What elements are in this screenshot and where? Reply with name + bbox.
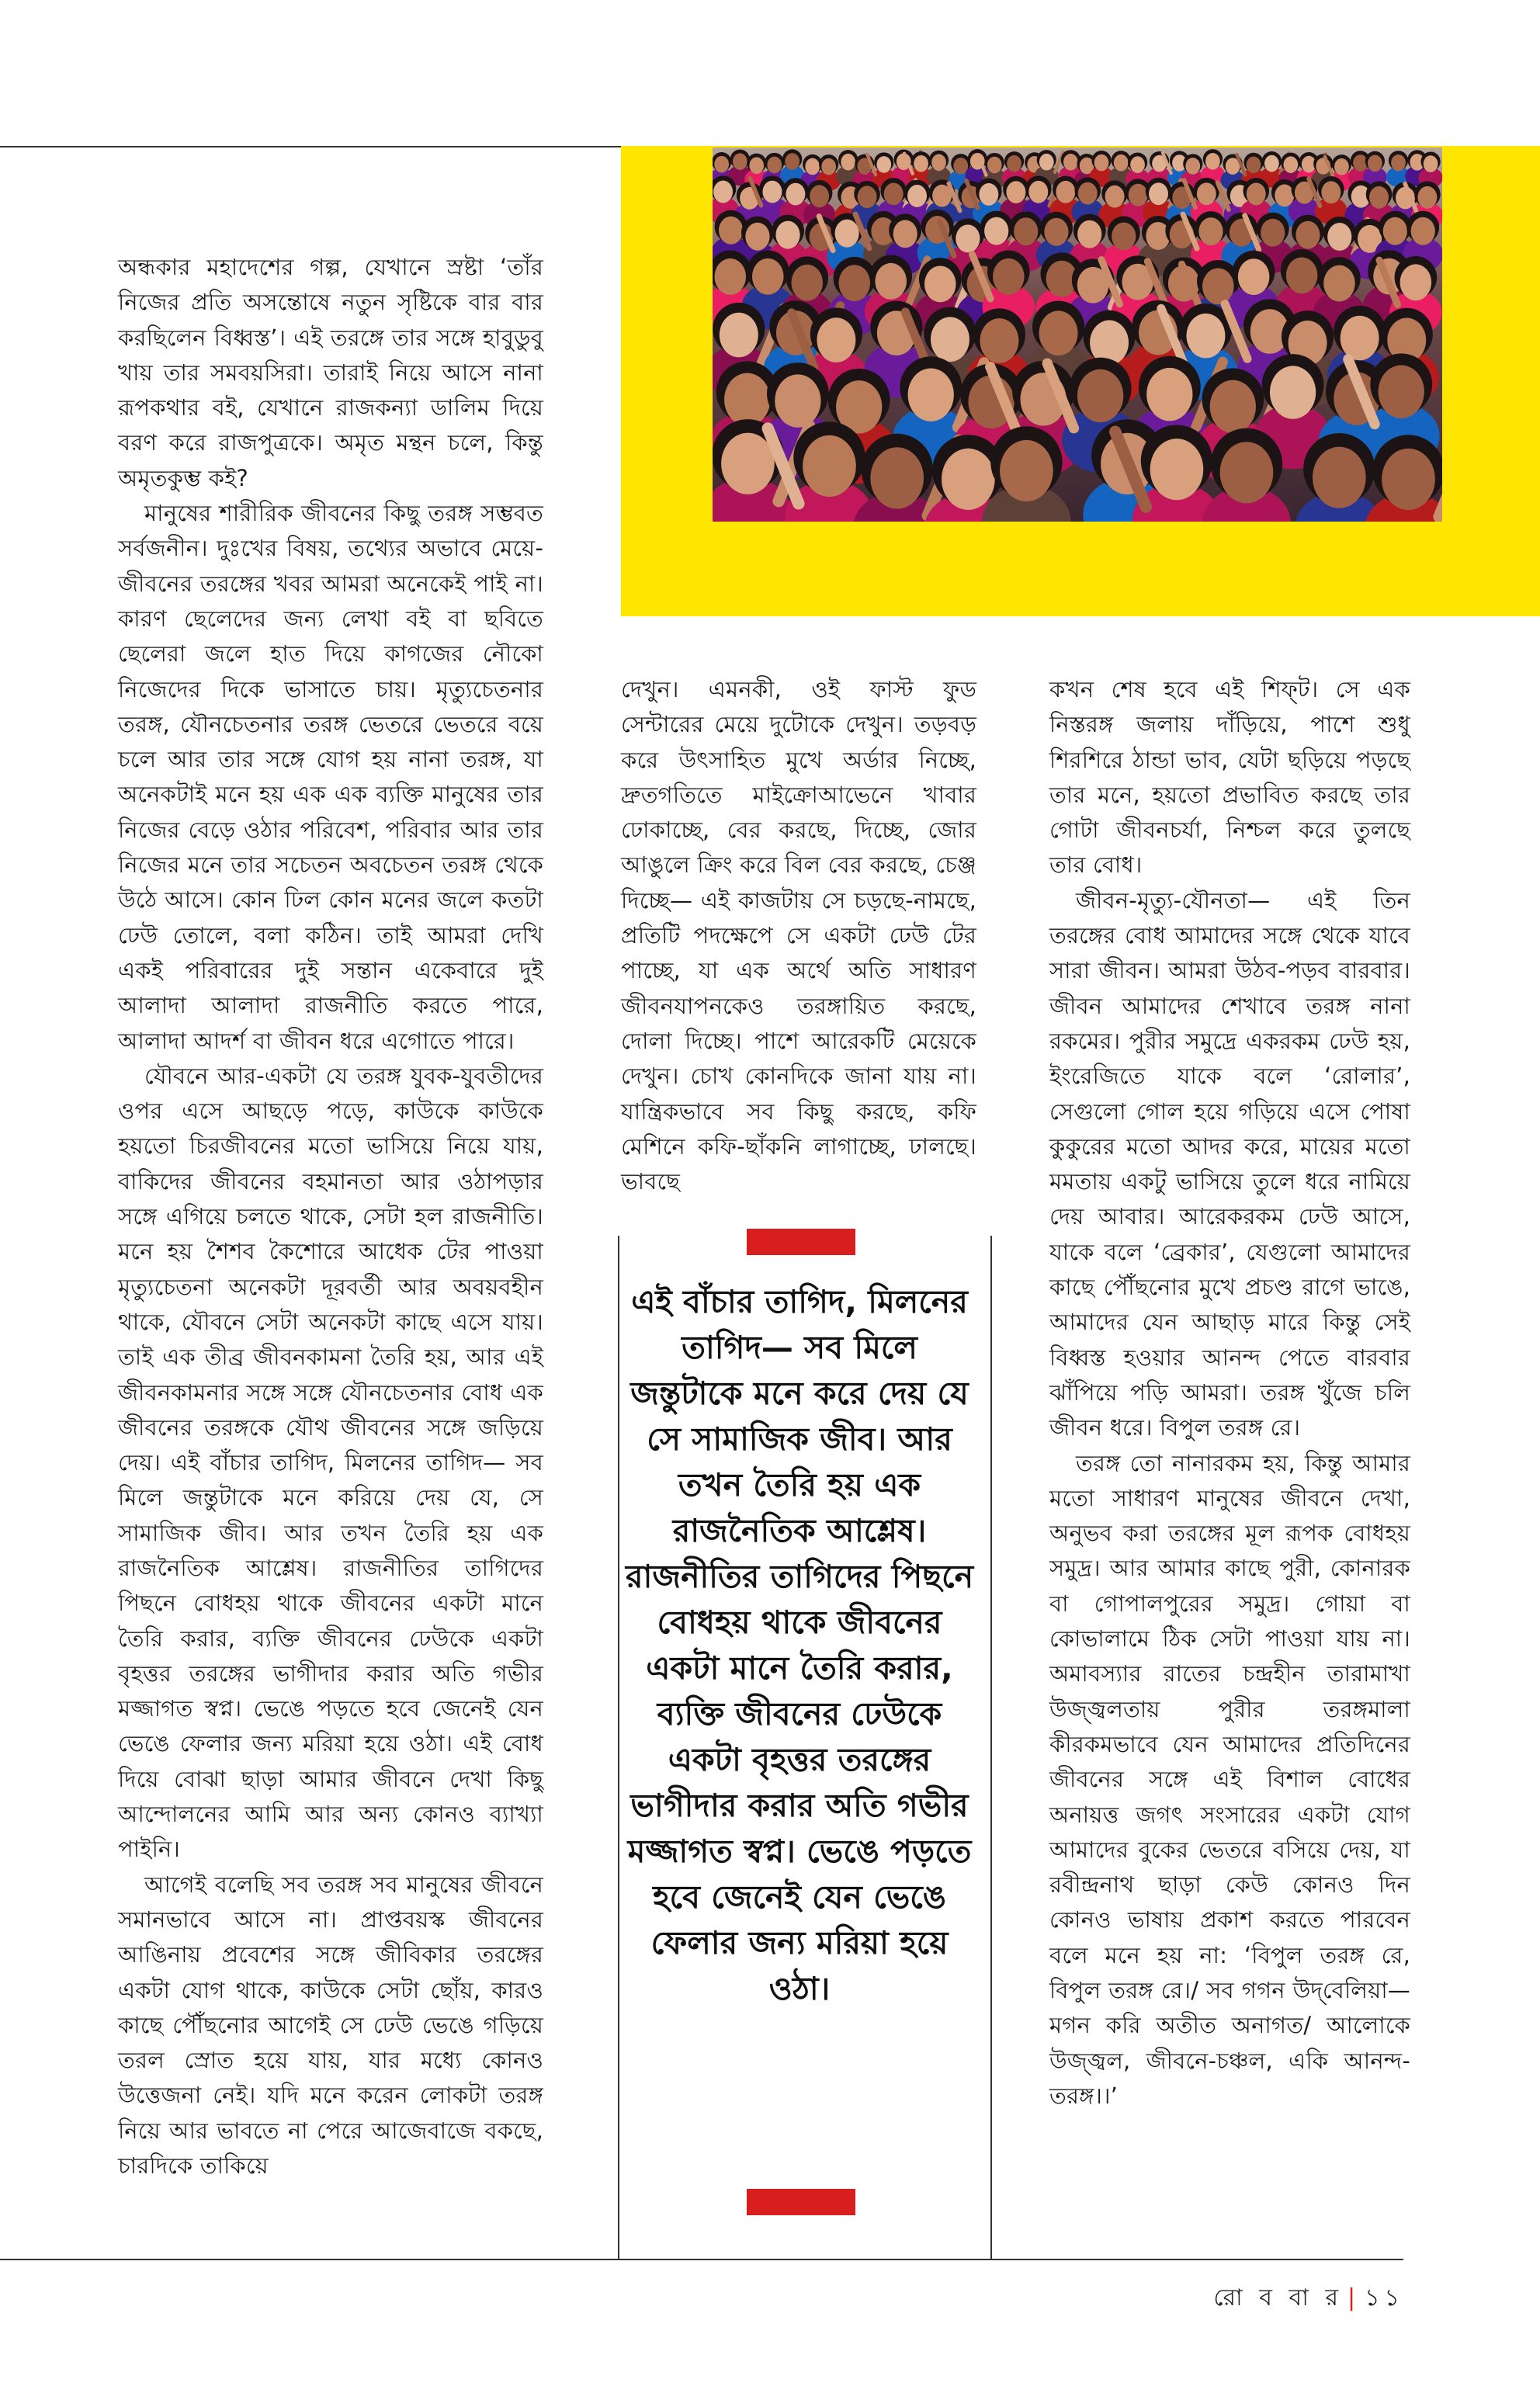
crowd-photo [713,147,1442,522]
crowd-person-face [1149,182,1168,205]
crowd-person-face [1283,156,1298,173]
crowd-person-face [1220,442,1274,503]
crowd-person-face [1261,219,1285,247]
crowd-person-face [1270,366,1316,418]
crowd-person-face [1247,183,1266,206]
crowd-person-face [1105,186,1125,208]
crowd-person-face [956,224,980,252]
crowd-person-face [979,183,998,206]
page-number: ১১ [1365,2284,1404,2311]
crowd-person-face [1417,186,1437,209]
crowd-person-face [1383,217,1407,245]
article-column-2 [621,672,976,1199]
crowd-person-face [1150,439,1204,500]
article-paragraph: দেখুন। এমনকী, ওই ফাস্ট ফুড সেন্টারের মেয়ে দুটোকে দেখুন। তড়বড় করে উৎসাহিত মুখে অর্ডার নিচ্ছে, দ্রুতগতিতে মাইক্রোআভেনে খাবার ঢোকাচ্ছে, বের করছে, দিচ্ছে, জোর আঙুলে ক্রিং করে বিল বের করছে, চেঞ্জ দিচ্ছে— এই কাজটায় সে চড়ছে-নামছে, প্রতিটি পদক্ষেপে সে একটা ঢেউ টের পাচ্ছে, যা এক অর্থে অতি সাধারণ জীবনযাপনকেও তরঙ্গায়িত করছে, দোলা দিচ্ছে। পাশে আরেকটি মেয়েকে দেখুন। চোখ কোনদিকে জানা যায় না। যান্ত্রিকভাবে সব কিছু করছে, কফি মেশিনে কফি-ছাঁকনি লাগাচ্ছে, ঢালছে। ভাবছে [621,676,976,1195]
crowd-person-face [805,158,820,175]
crowd-person-face [1007,155,1021,172]
crowd-person-face [721,433,775,494]
crowd-person-face [1411,217,1435,245]
crowd-person-face [1327,223,1351,251]
crowd-person-face [1146,368,1192,421]
crowd-person-face [1400,264,1432,300]
crowd-person-face [1028,181,1048,203]
crowd-photo-image [713,147,1442,522]
pull-quote: এই বাঁচার তাগিদ, মিলনের তাগিদ— সব মিলে জন্তুটাকে মনে করে দেয় যে সে সামাজিক জীব। আর তখন তৈরি হয় এক রাজনৈতিক আশ্লেষ। রাজনীতির তাগিদের পিছনে বোধহয় থাকে জীবনের একটা মানে তৈরি করার, ব্যক্তি জীবনের ঢেউকে একটা বৃহত্তর তরঙ্গের ভাগীদার করার অতি গভীর মজ্জাগত স্বপ্ন। ভেঙে পড়তে হবে জেনেই যেন ভেঙে ফেলার জন্য মরিয়া হয়ে ওঠা। [625,1283,974,2007]
article-paragraph: তরঙ্গ তো নানারকম হয়, কিন্তু আমার মতো সাধারণ মানুষের জীবনে দেখা, অনুভব করা তরঙ্গের মূল রূপক বোধহয় সমুদ্র। আর আমার কাছে পুরী, কোনারক বা গোপালপুরের সমুদ্র। গোয়া বা কোভালামে ঠিক সেটা পাওয়া যায় না। অমাবস্যার রাতের চন্দ্রহীন তারামাখা উজ্জ্বলতায় পুরীর তরঙ্গমালা কীরকমভাবে যেন আমাদের প্রতিদিনের জীবনের সঙ্গে এই বিশাল বোধের অনায়ত্ত জগৎ সংসারের একটা যোগ আমাদের বুকের ভেতরে বসিয়ে দেয়, যা রবীন্দ্রনাথ ছাড়া কেউ কোনও দিন কোনও ভাষায় প্রকাশ করতে পারবেন বলে মনে হয় না: ‘বিপুল তরঙ্গ রে, বিপুল তরঙ্গ রে।/ সব গগন উদ্‌বেলিয়া— মগন করি অতীত অনাগত/ আলোকে উজ্জ্বল, জীবনে-চঞ্চল, একি আনন্দ-তরঙ্গ।।’ [1049,1449,1410,2109]
crowd-person-face [1077,220,1101,248]
crowd-person-face [791,265,823,301]
article-paragraph: অন্ধকার মহাদেশের গল্প, যেখানে স্রষ্টা ‘তাঁর নিজের প্রতি অসন্তোষে নতুন সৃষ্টিকে বার বার করছিলেন বিধ্বস্ত’। এই তরঙ্গে তার সঙ্গে হাবুডুবু খায় তার সমবয়সিরা। তারাই নিয়ে আসে নানা রূপকথার বই, যেখানে রাজকন্যা ডালিম দিয়ে বরণ করে রাজপুত্রকে। অমৃত মন্থন চলে, কিন্তু অমৃতকুম্ভ কই? [118,254,543,491]
crowd-person-face [1114,154,1129,172]
pull-quote-top-bar [747,1229,855,1255]
magazine-name: রো ব বা র [1213,2284,1343,2311]
crowd-person-face [1369,186,1389,209]
crowd-person-face [1039,310,1078,355]
crowd-person-face [745,223,769,251]
article-column-3 [1049,672,1410,2114]
crowd-person-face [980,318,1018,363]
crowd-person-face [1275,184,1294,206]
crowd-person-face [713,181,733,203]
crowd-person-face [931,154,946,172]
crowd-person-face [724,373,770,426]
crowd-person-face [714,258,746,295]
crowd-person-face [719,217,743,245]
crowd-person-face [924,266,956,303]
crowd-person-face [1094,154,1109,172]
crowd-person-face [1044,218,1068,246]
crowd-person-face [839,265,871,301]
crowd-person-face [1210,380,1256,433]
article-paragraph: জীবন-মৃত্যু-যৌনতা— এই তিন তরঙ্গের বোধ আমাদের সঙ্গে থেকে যাবে সারা জীবন। আমরা উঠব-পড়ব বারবার। জীবন আমাদের শেখাবে তরঙ্গ নানা রকমের। পুরীর সমুদ্রে একরকম ঢেউ হয়, ইংরেজিতে যাকে বলে ‘রোলার’, সেগুলো গোল হয়ে গড়িয়ে এসে পোষা কুকুরের মতো আদর করে, মায়ের মতো মমতায় একটু ভাসিয়ে তুলে ধরে নামিয়ে দেয় আবার। আরেকরকম ঢেউ আসে, যাকে বলে ‘ব্রেকার’, যেগুলো আমাদের কাছে পৌঁছনোর মুখে প্রচণ্ড রাগে ভাঙে, আমাদের যেন আছাড় মারে কিন্তু সেই বিধ্বস্ত হওয়ার আনন্দ পেতে বারবার ঝাঁপিয়ে পড়ি আমরা। তরঙ্গ খুঁজে চলি জীবন ধরে। বিপুল তরঙ্গ রে। [1049,886,1410,1441]
crowd-person-face [803,435,856,497]
crowd-person-face [1334,158,1349,175]
footer-separator: | [1347,2284,1361,2311]
crowd-person-face [1112,222,1136,250]
crowd-person-face [987,157,1002,174]
crowd-person-face [720,313,758,358]
crowd-person-face [762,181,782,203]
crowd-person-face [993,258,1025,295]
crowd-person-face [1000,440,1053,501]
crowd-person-face [810,185,829,207]
article-paragraph: আগেই বলেছি সব তরঙ্গ সব মানুষের জীবনে সমানভাবে আসে না। প্রাপ্তবয়স্ক জীবনের আঙিনায় প্রবেশের সঙ্গে জীবিকার তরঙ্গের একটা যোগ থাকে, কাউকে সেটা ছোঁয়, কারও কাছে পৌঁছনোর আগেই সে ঢেউ ভেঙে গড়িয়ে তরল স্রোত হয়ে যায়, যার মধ্যে কোনও উত্তেজনা নেই। যদি মনে করেন লোকটা তরঙ্গ নিয়ে আর ভাবতে না পেরে আজেবাজে বকছে, চারদিকে তাকিয়ে [118,1871,543,2180]
crowd-person-face [785,153,799,170]
crowd-person-face [786,183,805,206]
crowd-person-face [1382,449,1435,510]
crowd-person-face [953,158,968,175]
crowd-person-face [1186,314,1225,359]
crowd-person-face [876,156,891,173]
crowd-person-face [942,449,995,510]
crowd-person-face [1247,157,1261,174]
crowd-person-face [1368,155,1382,172]
crowd-person-face [841,154,855,171]
article-paragraph: মানুষের শারীরিক জীবনের কিছু তরঙ্গ সম্ভবত সর্বজনীন। দুঃখের বিষয়, তথ্যের অভাবে মেয়ে-জীবনের তরঙ্গের খবর আমরা অনেকেই পাই না। কারণ ছেলেদের জন্য লেখা বই বা ছবিতে ছেলেরা জলে হাত দিয়ে কাগজের নৌকো নিজেদের দিকে ভাসাতে চায়। মৃত্যুচেতনার তরঙ্গ, যৌনচেতনার তরঙ্গ ভেতরে ভেতরে বয়ে চলে আর তার সঙ্গে যোগ হয় নানা তরঙ্গ, যা অনেকটাই মনে হয় এক এক ব্যক্তি মানুষের তার নিজের বেড়ে ওঠার পরিবেশ, পরিবার আর তার নিজের মনে তার সচেতন অবচেতন তরঙ্গ থেকে উঠে আসে। কোন ঢিল কোন মনের জলে কতটা ঢেউ তোলে, বলা কঠিন। তাই আমরা দেখি একই পরিবারের দুই সন্তান একেবারে দুই আলাদা আলাদা রাজনীতি করতে পারে, আলাদা আদর্শ বা জীবন ধরে এগোতে পারে। [118,500,543,1054]
crowd-person-face [1130,156,1145,173]
crowd-person-face [1205,153,1220,170]
crowd-person-face [914,155,928,172]
crowd-person-face [835,220,859,248]
crowd-person-face [870,447,924,508]
crowd-person-face [733,153,747,170]
crowd-person-face [1039,154,1054,171]
crowd-person-face [775,221,799,249]
crowd-person-face [1379,366,1424,418]
crowd-person-face [1063,154,1078,171]
article-paragraph: যৌবনে আর-একটা যে তরঙ্গ যুবক-যুবতীদের ওপর এসে আছড়ে পড়ে, কাউকে কাউকে হয়তো চিরজীবনের মতো ভাসিয়ে নিয়ে যায়, বাকিদের জীবনের বহমানতা আর ওঠাপড়ার সঙ্গে এগিয়ে চলতে থাকে, সেটা হল রাজনীতি। মনে হয় শৈশব কৈশোরে আধেক টের পাওয়া মৃত্যুচেতনা অনেকটা দূরবর্তী আর অবয়বহীন থাকে, যৌবনে সেটা অনেকটা কাছে এসে যায়। তাই এক তীব্র জীবনকামনা তৈরি হয়, আর এই জীবনকামনার সঙ্গে সঙ্গে যৌনচেতনার বোধ এক জীবনের তরঙ্গকে যৌথ জীবনের সঙ্গে জড়িয়ে দেয়। এই বাঁচার তাগিদ, মিলনের তাগিদ— সব মিলে জন্তুটাকে মনে করিয়ে দেয় যে, সে সামাজিক জীব। আর তখন তৈরি হয় এক রাজনৈতিক আশ্লেষ। রাজনীতির তাগিদের পিছনে বোধহয় থাকে জীবনের একটা মানে তৈরি করার, ব্যক্তি জীবনের ঢেউকে একটা বৃহত্তর তরঙ্গের ভাগীদার করার অতি গভীর মজ্জাগত স্বপ্ন। ভেঙে পড়তে হবে জেনেই যেন ভেঙে ফেলার জন্য মরিয়া হয়ে ওঠা। এই বোধ দিয়ে বোঝা ছাড়া আমার জীবনে দেখা কিছু আন্দোলনের আমি আর অন্য কোনও ব্যাখ্যা পাইনি। [118,1062,543,1863]
crowd-person-face [1198,217,1223,245]
crowd-person-face [1197,182,1216,205]
crowd-person-face [1295,221,1320,249]
crowd-person-face [984,217,1008,245]
crowd-person-face [714,156,729,173]
crowd-person-face [1424,155,1438,172]
crowd-person-face [775,374,820,427]
crowd-person-face [875,263,907,300]
yellow-backdrop-bottom [621,525,1540,616]
crowd-person-face [1313,447,1366,508]
crowd-person-face [1078,182,1098,205]
pull-quote-bottom-bar [747,2189,855,2215]
crowd-person-face [817,317,855,362]
crowd-person-face [1321,181,1341,203]
crowd-person-face [1129,184,1148,206]
crowd-person-face [1323,265,1355,302]
top-rule [0,146,621,147]
crowd-person-face [1341,316,1379,361]
article-column-1 [118,250,543,2183]
crowd-person-face [1006,181,1025,203]
crowd-person-face [1391,154,1406,172]
crowd-person-face [907,185,927,207]
crowd-person-face [931,317,969,362]
crowd-person-face [1238,258,1270,295]
crowd-person-face [767,157,782,174]
crowd-person-face [1185,158,1200,175]
crowd-person-face [884,182,904,205]
crowd-person-face [1264,155,1279,172]
crowd-person-face [1056,181,1075,203]
crowd-person-face [1286,257,1318,293]
crowd-person-face [821,158,836,175]
crowd-person-face [1077,369,1123,422]
crowd-person-face [908,368,954,421]
column-divider-left [618,1236,619,2259]
crowd-person-face [1014,217,1038,245]
article-paragraph: কখন শেষ হবে এই শিফ্‌ট। সে এক নিস্তরঙ্গ জলায় দাঁড়িয়ে, পাশে শুধু শিরশিরে ঠান্ডা ভাব, যেটা ছড়িয়ে পড়ছে তার মনে, হয়তো প্রভাবিত করছে তার গোটা জীবনচর্যা, নিশ্চল করে তুলছে তার বোধ। [1049,676,1410,879]
bottom-rule [0,2259,1403,2260]
crowd-person-face [893,220,917,248]
crowd-person-face [858,186,877,208]
crowd-person-face [1202,268,1234,304]
crowd-person-face [749,157,764,174]
page-footer [1213,2279,1404,2318]
crowd-person-face [752,258,784,295]
column-divider-right [990,1236,992,2259]
